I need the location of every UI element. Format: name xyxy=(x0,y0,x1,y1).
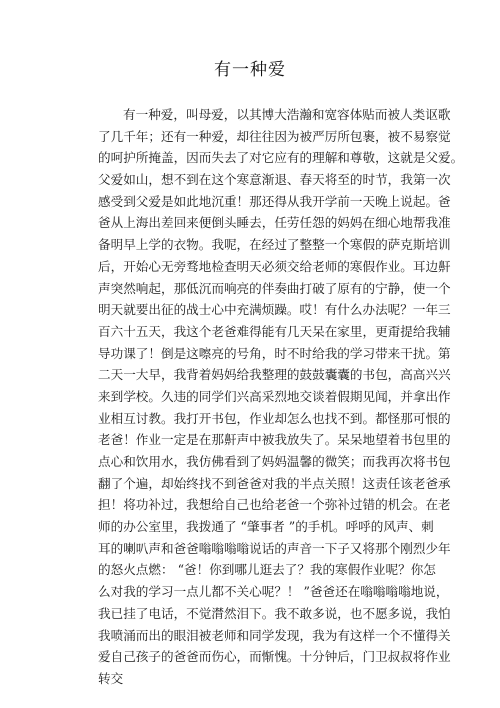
text-line: 了几千年；还有一种爱，却往往因为被严厉所包裹，被不易察觉 xyxy=(98,128,451,144)
text-line: 来到学校。久违的同学们兴高采烈地交谈着假期见闻，并拿出作 xyxy=(98,388,451,404)
text-line: 点心和饮用水，我仿佛看到了妈妈温馨的微笑；而我再次将书包 xyxy=(98,454,451,469)
text-line: 二天一大早，我背着妈妈给我整理的鼓鼓囊囊的书包，高高兴兴 xyxy=(98,367,451,383)
document-title: 有一种爱 xyxy=(214,60,286,80)
text-line: 业相互讨教。我打开书包，作业却怎么也找不到。都怪那可恨的 xyxy=(98,410,451,426)
text-line: 转交 xyxy=(98,670,124,686)
text-line: 备明早上学的衣物。我呢，在经过了整整一个寒假的萨克斯培训 xyxy=(98,237,451,253)
text-line: 么对我的学习一点儿都不关心呢？！ ”爸爸还在嗡嗡嗡嗡地说， xyxy=(98,584,449,600)
text-line: 师的办公室里，我拨通了 “肇事者 ”的手机。呼呼的风声、刺 xyxy=(98,519,434,535)
text-line: 爸从上海出差回来便倒头睡去，任劳任怨的妈妈在细心地帮我准 xyxy=(98,215,451,231)
text-line: 后，开始心无旁骛地检查明天必须交给老师的寒假作业。耳边鼾 xyxy=(98,258,451,274)
text-line: 爱自己孩子的爸爸而伤心，而惭愧。十分钟后，门卫叔叔将作业 xyxy=(98,649,451,665)
text-line: 我喷涌而出的眼泪被老师和同学发现，我为有这样一个不懂得关 xyxy=(98,627,451,643)
text-line: 老爸！作业一定是在那鼾声中被我放失了。呆呆地望着书包里的 xyxy=(98,432,451,448)
text-line: 翻了个遍，却始终找不到爸爸对我的半点关照！这责任该老爸承 xyxy=(98,475,451,491)
text-line: 我已挂了电话，不觉潸然泪下。我不敢多说，也不愿多说，我怕 xyxy=(98,605,451,621)
text-line: 明天就要出征的战士心中充满烦躁。哎！有什么办法呢？一年三 xyxy=(98,302,451,318)
text-line: 有一种爱，叫母爱，以其博大浩瀚和宽容体贴而被人类讴歌 xyxy=(123,107,451,122)
text-line: 担！将功补过，我想给自己也给老爸一个弥补过错的机会。在老 xyxy=(98,497,451,513)
text-line: 的怒火点燃： “爸！你到哪儿逛去了？我的寒假作业呢？你怎 xyxy=(98,562,436,578)
text-line: 父爱如山，想不到在这个寒意渐退、春天将至的时节，我第一次 xyxy=(98,172,451,188)
text-line: 感受到父爱是如此地沉重！那还得从我开学前一天晚上说起。爸 xyxy=(98,193,451,209)
text-line: 导功课了！倒是这嚓亮的号角，时不时给我的学习带来干扰。第 xyxy=(98,345,451,361)
text-line: 百六十五天，我这个老爸难得能有几天呆在家里，更甭提给我辅 xyxy=(98,323,451,339)
document-body xyxy=(98,104,464,690)
text-line: 声突然响起，那低沉而响亮的伴奏曲打破了原有的宁静，使一个 xyxy=(98,280,451,296)
text-line: 耳的喇叭声和爸爸嗡嗡嗡嗡说话的声音一下子又将那个刚烈少年 xyxy=(98,540,451,556)
text-line: 的呵护所掩盖，因而失去了对它应有的理解和尊敬，这就是父爱。 xyxy=(98,150,464,166)
